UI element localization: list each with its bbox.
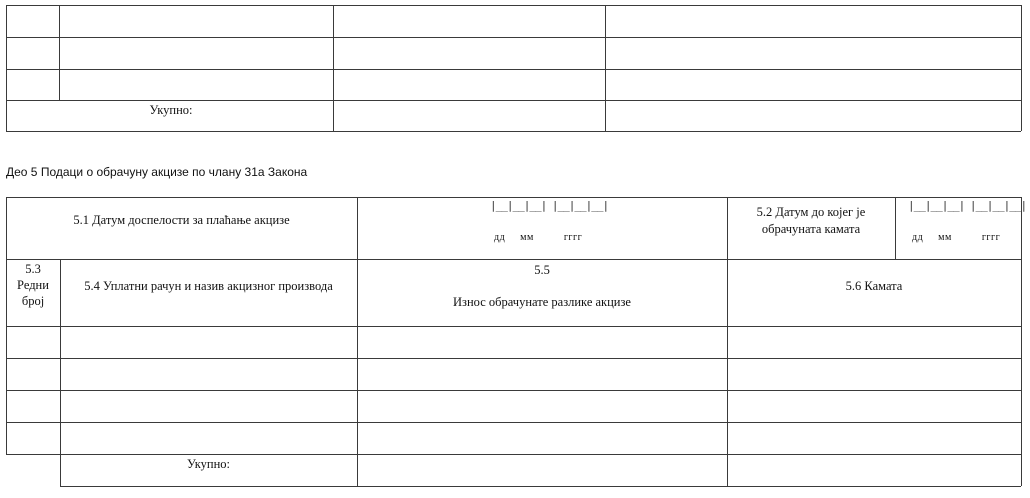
col-amount-header: Износ обрачунате разлике акцизе [453,295,631,309]
col-serial-line3: број [21,294,45,308]
interest-date-format: дд мм гггг [912,232,1001,243]
due-date-format: дд мм гггг [494,232,583,243]
col-serial-line2: Редни [17,278,49,292]
col-interest-header: 5.6 Камата [845,279,903,293]
table-2-total-label: Укупно: [187,457,230,471]
interest-date-label-line1: 5.2 Датум до којег је [756,205,866,219]
due-date-label: 5.1 Датум доспелости за плаћање акцизе [73,213,290,227]
due-date-boxes[interactable]: |__|__|__| |__|__|__| [490,199,609,212]
interest-date-boxes[interactable]: |__|__|__| |__|__|__| [908,199,1027,212]
section-5-heading: Део 5 Подаци о обрачуну акцизе по члану 31а Закона [6,165,308,179]
interest-date-label-line2: обрачуната камата [761,222,861,236]
col-serial-line1: 5.3 [25,262,41,276]
col-account-header: 5.4 Уплатни рачун и назив акцизног производа [84,279,333,293]
col-amount-number: 5.5 [534,263,550,277]
table-1-total-label: Укупно: [149,103,193,117]
